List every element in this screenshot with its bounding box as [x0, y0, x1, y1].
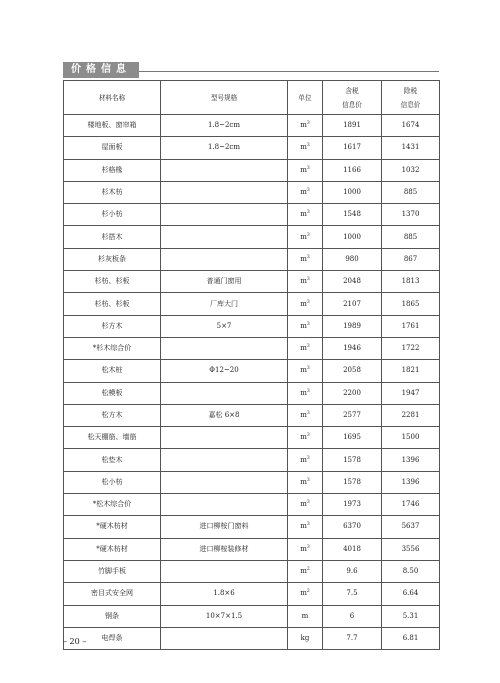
- cell-material-name: 松方木: [64, 404, 161, 426]
- cell-unit: [288, 115, 323, 137]
- cell-notax-price: 1396: [382, 449, 440, 471]
- cell-unit: [288, 382, 323, 404]
- header-spec: 型号规格: [161, 81, 288, 115]
- cell-notax-price: 1813: [382, 271, 440, 293]
- unit-exponent: 3: [306, 188, 310, 194]
- unit-exponent: 3: [306, 344, 310, 350]
- unit-text: m: [300, 411, 307, 419]
- table-row: [64, 605, 440, 627]
- cell-unit: [288, 159, 323, 181]
- header-notax-line1: 除税: [403, 86, 418, 95]
- unit-text: m: [300, 455, 307, 464]
- cell-tax-price: 6: [323, 605, 382, 627]
- cell-material-name: *硬木枋材: [64, 538, 161, 560]
- cell-spec: 厂库大门: [161, 293, 288, 315]
- unit-exponent: 3: [306, 277, 310, 283]
- table-row: [64, 248, 440, 270]
- unit-text: m: [300, 321, 307, 330]
- unit-text: m: [300, 232, 307, 241]
- unit-text: m: [300, 366, 307, 375]
- unit-text: m: [300, 277, 307, 286]
- cell-notax-price: 6.81: [382, 627, 440, 649]
- cell-unit: [288, 337, 323, 359]
- cell-tax-price: 7.5: [323, 583, 382, 605]
- cell-tax-price: 2200: [323, 382, 382, 404]
- cell-spec: 1.8×6: [161, 583, 288, 605]
- cell-notax-price: 1032: [382, 159, 440, 181]
- unit-text: m: [300, 254, 307, 263]
- table-row: [64, 315, 440, 337]
- cell-spec: [161, 226, 288, 248]
- cell-notax-price: 1431: [382, 137, 440, 159]
- unit-text: kg: [300, 633, 310, 642]
- cell-spec: [161, 248, 288, 270]
- unit-text: m: [300, 188, 307, 197]
- table-header-row: [64, 81, 440, 115]
- cell-notax-price: 1821: [382, 360, 440, 382]
- unit-exponent: 3: [306, 321, 310, 327]
- cell-unit: [288, 494, 323, 516]
- cell-material-name: 松木桩: [64, 360, 161, 382]
- cell-notax-price: 1746: [382, 494, 440, 516]
- cell-material-name: 楼地板、窗帘箱: [64, 115, 161, 137]
- table-row: [64, 226, 440, 248]
- section-title: 价格信息: [63, 62, 139, 78]
- cell-spec: 10×7×1.5: [161, 605, 288, 627]
- cell-notax-price: 1370: [382, 204, 440, 226]
- cell-notax-price: 5.31: [382, 605, 440, 627]
- cell-material-name: 杉格椽: [64, 159, 161, 181]
- cell-notax-price: 5637: [382, 516, 440, 538]
- cell-tax-price: 7.7: [323, 627, 382, 649]
- cell-material-name: 屋面板: [64, 137, 161, 159]
- unit-text: m: [300, 210, 307, 219]
- unit-exponent: 3: [306, 254, 310, 260]
- table-row: [64, 337, 440, 359]
- cell-unit: [288, 538, 323, 560]
- header-tax-price: [323, 81, 382, 115]
- unit-exponent: 3: [306, 522, 310, 528]
- table-body: [64, 115, 440, 650]
- table-row: [64, 204, 440, 226]
- cell-notax-price: 1722: [382, 337, 440, 359]
- unit-text: m: [301, 611, 309, 620]
- cell-material-name: 电焊条: [64, 627, 161, 649]
- unit-text: m: [300, 299, 307, 308]
- cell-unit: [288, 315, 323, 337]
- table-row: [64, 560, 440, 582]
- cell-material-name: 竹脚手板: [64, 560, 161, 582]
- header-notax-price: [382, 81, 440, 115]
- cell-notax-price: 6.64: [382, 583, 440, 605]
- cell-unit: [288, 404, 323, 426]
- cell-notax-price: 867: [382, 248, 440, 270]
- cell-notax-price: 885: [382, 226, 440, 248]
- cell-material-name: 松小枋: [64, 471, 161, 493]
- table-row: [64, 159, 440, 181]
- cell-spec: [161, 159, 288, 181]
- table-row: [64, 115, 440, 137]
- unit-exponent: 3: [306, 455, 310, 461]
- cell-tax-price: 1000: [323, 181, 382, 203]
- cell-notax-price: 885: [382, 181, 440, 203]
- page-number: – 20 –: [63, 637, 87, 646]
- cell-material-name: *杉木综合价: [64, 337, 161, 359]
- section-divider: [139, 71, 439, 72]
- cell-tax-price: 1946: [323, 337, 382, 359]
- unit-text: m: [300, 522, 307, 531]
- cell-unit: [288, 293, 323, 315]
- cell-tax-price: 1695: [323, 427, 382, 449]
- unit-exponent: 3: [306, 477, 310, 483]
- cell-tax-price: 1973: [323, 494, 382, 516]
- cell-spec: [161, 337, 288, 359]
- cell-tax-price: 1166: [323, 159, 382, 181]
- cell-tax-price: 980: [323, 248, 382, 270]
- table-row: [64, 181, 440, 203]
- cell-unit: [288, 627, 323, 649]
- unit-exponent: 3: [306, 433, 310, 439]
- unit-exponent: 3: [306, 411, 310, 416]
- cell-notax-price: 1396: [382, 471, 440, 493]
- cell-material-name: 杉枋、杉板: [64, 271, 161, 293]
- cell-tax-price: 9.6: [323, 560, 382, 582]
- cell-unit: [288, 605, 323, 627]
- cell-notax-price: 3556: [382, 538, 440, 560]
- cell-material-name: 杉搭木: [64, 226, 161, 248]
- cell-unit: [288, 360, 323, 382]
- unit-text: m: [300, 544, 307, 553]
- cell-spec: [161, 382, 288, 404]
- cell-unit: [288, 471, 323, 493]
- unit-text: m: [300, 388, 307, 397]
- table-row: [64, 627, 440, 649]
- cell-tax-price: 2058: [323, 360, 382, 382]
- cell-spec: 普通门窗用: [161, 271, 288, 293]
- cell-tax-price: 2577: [323, 404, 382, 426]
- cell-material-name: 松模板: [64, 382, 161, 404]
- cell-tax-price: 6370: [323, 516, 382, 538]
- cell-unit: [288, 226, 323, 248]
- unit-exponent: 3: [306, 366, 310, 372]
- cell-material-name: *硬木枋材: [64, 516, 161, 538]
- cell-spec: [161, 449, 288, 471]
- table-row: [64, 271, 440, 293]
- cell-spec: Φ12~20: [161, 360, 288, 382]
- unit-exponent: 3: [306, 165, 310, 171]
- table-row: [64, 427, 440, 449]
- section-header: [63, 62, 439, 78]
- table-row: [64, 538, 440, 560]
- cell-spec: [161, 494, 288, 516]
- cell-tax-price: 1000: [323, 226, 382, 248]
- cell-notax-price: 1500: [382, 427, 440, 449]
- cell-spec: 5×7: [161, 315, 288, 337]
- unit-text: m: [300, 500, 307, 509]
- table-row: [64, 360, 440, 382]
- unit-exponent: 2: [306, 589, 310, 595]
- header-notax-line2: 信息价: [400, 100, 421, 109]
- cell-tax-price: 1578: [323, 449, 382, 471]
- cell-spec: [161, 204, 288, 226]
- cell-tax-price: 1548: [323, 204, 382, 226]
- cell-unit: [288, 271, 323, 293]
- cell-material-name: 杉枋、杉板: [64, 293, 161, 315]
- unit-exponent: 3: [306, 232, 310, 238]
- unit-text: m: [300, 433, 307, 442]
- cell-tax-price: 1617: [323, 137, 382, 159]
- cell-notax-price: 2281: [382, 404, 440, 426]
- cell-tax-price: 2107: [323, 293, 382, 315]
- price-table: [63, 80, 440, 650]
- header-tax-line2: 信息价: [342, 100, 362, 109]
- cell-spec: [161, 471, 288, 493]
- cell-tax-price: 2048: [323, 271, 382, 293]
- cell-tax-price: 1578: [323, 471, 382, 493]
- cell-spec: 嘉松 6×8: [161, 404, 288, 426]
- cell-tax-price: 4018: [323, 538, 382, 560]
- cell-unit: [288, 516, 323, 538]
- table-row: [64, 293, 440, 315]
- cell-spec: [161, 427, 288, 449]
- header-material-name: 材料名称: [64, 81, 161, 115]
- cell-notax-price: 1865: [382, 293, 440, 315]
- cell-unit: [288, 248, 323, 270]
- unit-text: m: [300, 567, 307, 576]
- unit-text: m: [300, 165, 307, 174]
- cell-material-name: *松木综合价: [64, 494, 161, 516]
- table-row: [64, 471, 440, 493]
- cell-material-name: 杉木枋: [64, 181, 161, 203]
- unit-exponent: 3: [306, 500, 310, 506]
- unit-text: m: [300, 589, 307, 598]
- cell-unit: [288, 449, 323, 471]
- cell-spec: 进口柳桉装修材: [161, 538, 288, 560]
- cell-notax-price: 1674: [382, 115, 440, 137]
- cell-spec: 1.8~2cm: [161, 115, 288, 137]
- unit-text: m: [300, 143, 307, 152]
- cell-spec: [161, 627, 288, 649]
- table-row: [64, 404, 440, 426]
- cell-material-name: 松天棚筋、墙筋: [64, 427, 161, 449]
- cell-notax-price: 8.50: [382, 560, 440, 582]
- table-row: [64, 382, 440, 404]
- cell-spec: 进口柳桉门窗料: [161, 516, 288, 538]
- table-row: [64, 516, 440, 538]
- cell-material-name: 松垫木: [64, 449, 161, 471]
- unit-exponent: 3: [306, 388, 310, 394]
- cell-material-name: 杉方木: [64, 315, 161, 337]
- unit-exponent: 2: [306, 567, 310, 573]
- cell-unit: [288, 181, 323, 203]
- unit-exponent: 3: [306, 544, 310, 550]
- table-row: [64, 583, 440, 605]
- unit-text: m: [300, 477, 307, 486]
- cell-spec: [161, 560, 288, 582]
- cell-unit: [288, 137, 323, 159]
- cell-material-name: 杉小枋: [64, 204, 161, 226]
- cell-notax-price: 1947: [382, 382, 440, 404]
- unit-exponent: 3: [306, 299, 310, 305]
- unit-exponent: 3: [306, 121, 310, 127]
- cell-tax-price: 1891: [323, 115, 382, 137]
- header-unit: 单位: [288, 81, 323, 115]
- cell-spec: [161, 181, 288, 203]
- cell-tax-price: 1989: [323, 315, 382, 337]
- cell-material-name: 杉灰板条: [64, 248, 161, 270]
- header-tax-line1: 含税: [345, 86, 359, 95]
- cell-unit: [288, 560, 323, 582]
- table-row: [64, 494, 440, 516]
- unit-text: m: [300, 344, 307, 353]
- table-row: [64, 449, 440, 471]
- cell-notax-price: 1761: [382, 315, 440, 337]
- unit-text: m: [300, 121, 307, 130]
- cell-unit: [288, 204, 323, 226]
- cell-unit: [288, 583, 323, 605]
- cell-unit: [288, 427, 323, 449]
- table-row: [64, 137, 440, 159]
- cell-material-name: 密目式安全网: [64, 583, 161, 605]
- unit-exponent: 3: [306, 210, 310, 216]
- cell-spec: 1.8~2cm: [161, 137, 288, 159]
- cell-material-name: 钢条: [64, 605, 161, 627]
- unit-exponent: 3: [306, 143, 310, 149]
